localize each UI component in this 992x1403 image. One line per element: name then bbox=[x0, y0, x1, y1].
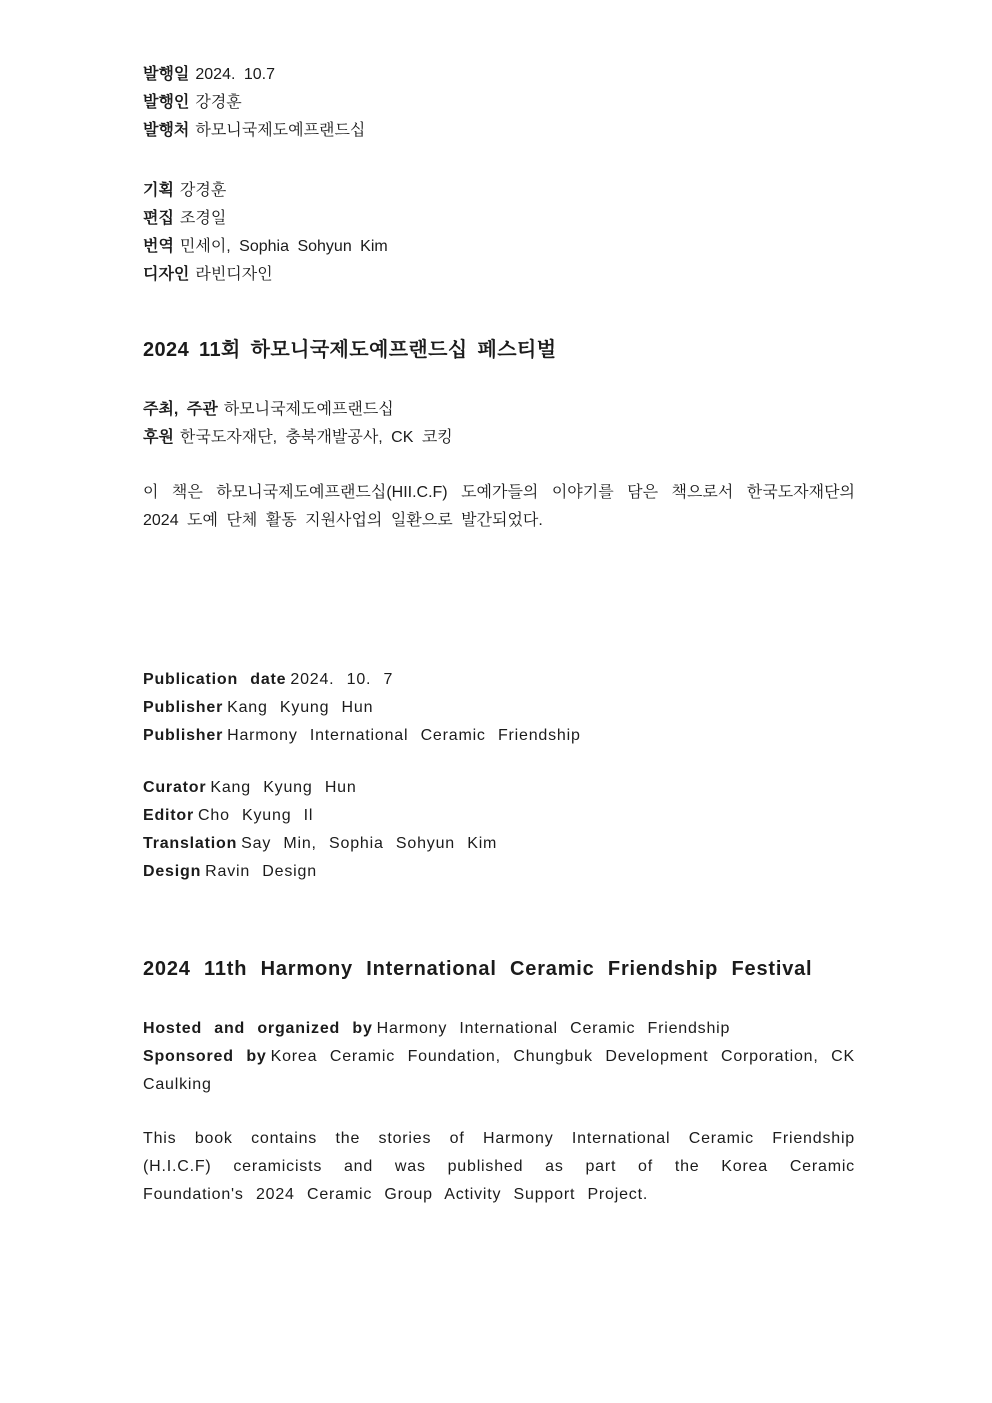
field-label: 발행인 bbox=[143, 94, 190, 111]
field-label: Publisher bbox=[143, 727, 224, 744]
korean-description: 이 책은 하모니국제도예프랜드십(HII.C.F) 도예가들의 이야기를 담은 책으로서 한국도자재단의 2024 도예 단체 활동 지원사업의 일환으로 발간되었다. bbox=[143, 484, 855, 529]
english-credits bbox=[143, 774, 855, 886]
field-value: Kang Kyung Hun bbox=[210, 779, 357, 796]
organizer-row bbox=[143, 1015, 855, 1043]
organizer-row bbox=[143, 424, 855, 452]
field-value: 2024. 10.7 bbox=[195, 66, 275, 83]
field-value: Ravin Design bbox=[205, 863, 317, 880]
colophon-row bbox=[143, 666, 855, 694]
field-value: Harmony International Ceramic Friendship bbox=[376, 1020, 731, 1037]
field-value: 민세이, Sophia Sohyun Kim bbox=[179, 238, 388, 255]
field-value: 2024. 10. 7 bbox=[290, 671, 394, 688]
field-value: 조경일 bbox=[179, 210, 227, 227]
field-label: Design bbox=[143, 863, 202, 880]
colophon-row bbox=[143, 61, 855, 89]
colophon-row bbox=[143, 117, 855, 145]
korean-credits bbox=[143, 177, 855, 289]
korean-organizers bbox=[143, 396, 855, 452]
english-colophon bbox=[143, 666, 855, 750]
field-label: 기획 bbox=[143, 182, 174, 199]
credit-row bbox=[143, 205, 855, 233]
korean-festival-title: 2024 11회 하모니국제도예프랜드십 페스티벌 bbox=[143, 339, 557, 361]
field-value: 하모니국제도예프랜드십 bbox=[195, 122, 366, 139]
organizer-row bbox=[143, 396, 855, 424]
colophon-row bbox=[143, 89, 855, 117]
korean-colophon bbox=[143, 61, 855, 145]
colophon-row bbox=[143, 722, 855, 750]
field-value: Cho Kyung Il bbox=[198, 807, 314, 824]
credit-row bbox=[143, 177, 855, 205]
field-label: Publisher bbox=[143, 699, 224, 716]
credit-row bbox=[143, 233, 855, 261]
field-value: 라빈디자인 bbox=[195, 266, 273, 283]
field-value: Harmony International Ceramic Friendship bbox=[227, 727, 581, 744]
field-label: 발행일 bbox=[143, 66, 190, 83]
field-label: Translation bbox=[143, 835, 238, 852]
field-label: 디자인 bbox=[143, 266, 190, 283]
field-label: Editor bbox=[143, 807, 195, 824]
field-label: 발행처 bbox=[143, 122, 190, 139]
organizer-row bbox=[143, 1043, 855, 1099]
english-description: This book contains the stories of Harmony International Ceramic Friendship (H.I.C.F) ceramicists and was published as part of the Korea Ceramic Foundation's 2024 Ceramic Group Activity Support Project. bbox=[143, 1130, 855, 1203]
field-value: Say Min, Sophia Sohyun Kim bbox=[241, 835, 498, 852]
field-label: 번역 bbox=[143, 238, 174, 255]
field-value: 강경훈 bbox=[179, 182, 227, 199]
colophon-row bbox=[143, 694, 855, 722]
credit-row bbox=[143, 774, 855, 802]
credit-row bbox=[143, 261, 855, 289]
field-value: Korea Ceramic Foundation, Chungbuk Development Corporation, CK Caulking bbox=[143, 1048, 855, 1093]
english-festival-title: 2024 11th Harmony International Ceramic Friendship Festival bbox=[143, 958, 813, 980]
field-label: Hosted and organized by bbox=[143, 1020, 373, 1037]
english-organizers bbox=[143, 1015, 855, 1099]
field-value: 강경훈 bbox=[195, 94, 242, 111]
credit-row bbox=[143, 858, 855, 886]
field-label: 주최, 주관 bbox=[143, 401, 218, 418]
credit-row bbox=[143, 830, 855, 858]
credit-row bbox=[143, 802, 855, 830]
field-label: 편집 bbox=[143, 210, 174, 227]
field-value: 하모니국제도예프랜드십 bbox=[223, 401, 394, 418]
field-label: Curator bbox=[143, 779, 207, 796]
field-label: Sponsored by bbox=[143, 1048, 267, 1065]
field-value: 한국도자재단, 충북개발공사, CK 코킹 bbox=[179, 429, 453, 446]
field-label: 후원 bbox=[143, 429, 174, 446]
field-value: Kang Kyung Hun bbox=[227, 699, 374, 716]
field-label: Publication date bbox=[143, 671, 287, 688]
